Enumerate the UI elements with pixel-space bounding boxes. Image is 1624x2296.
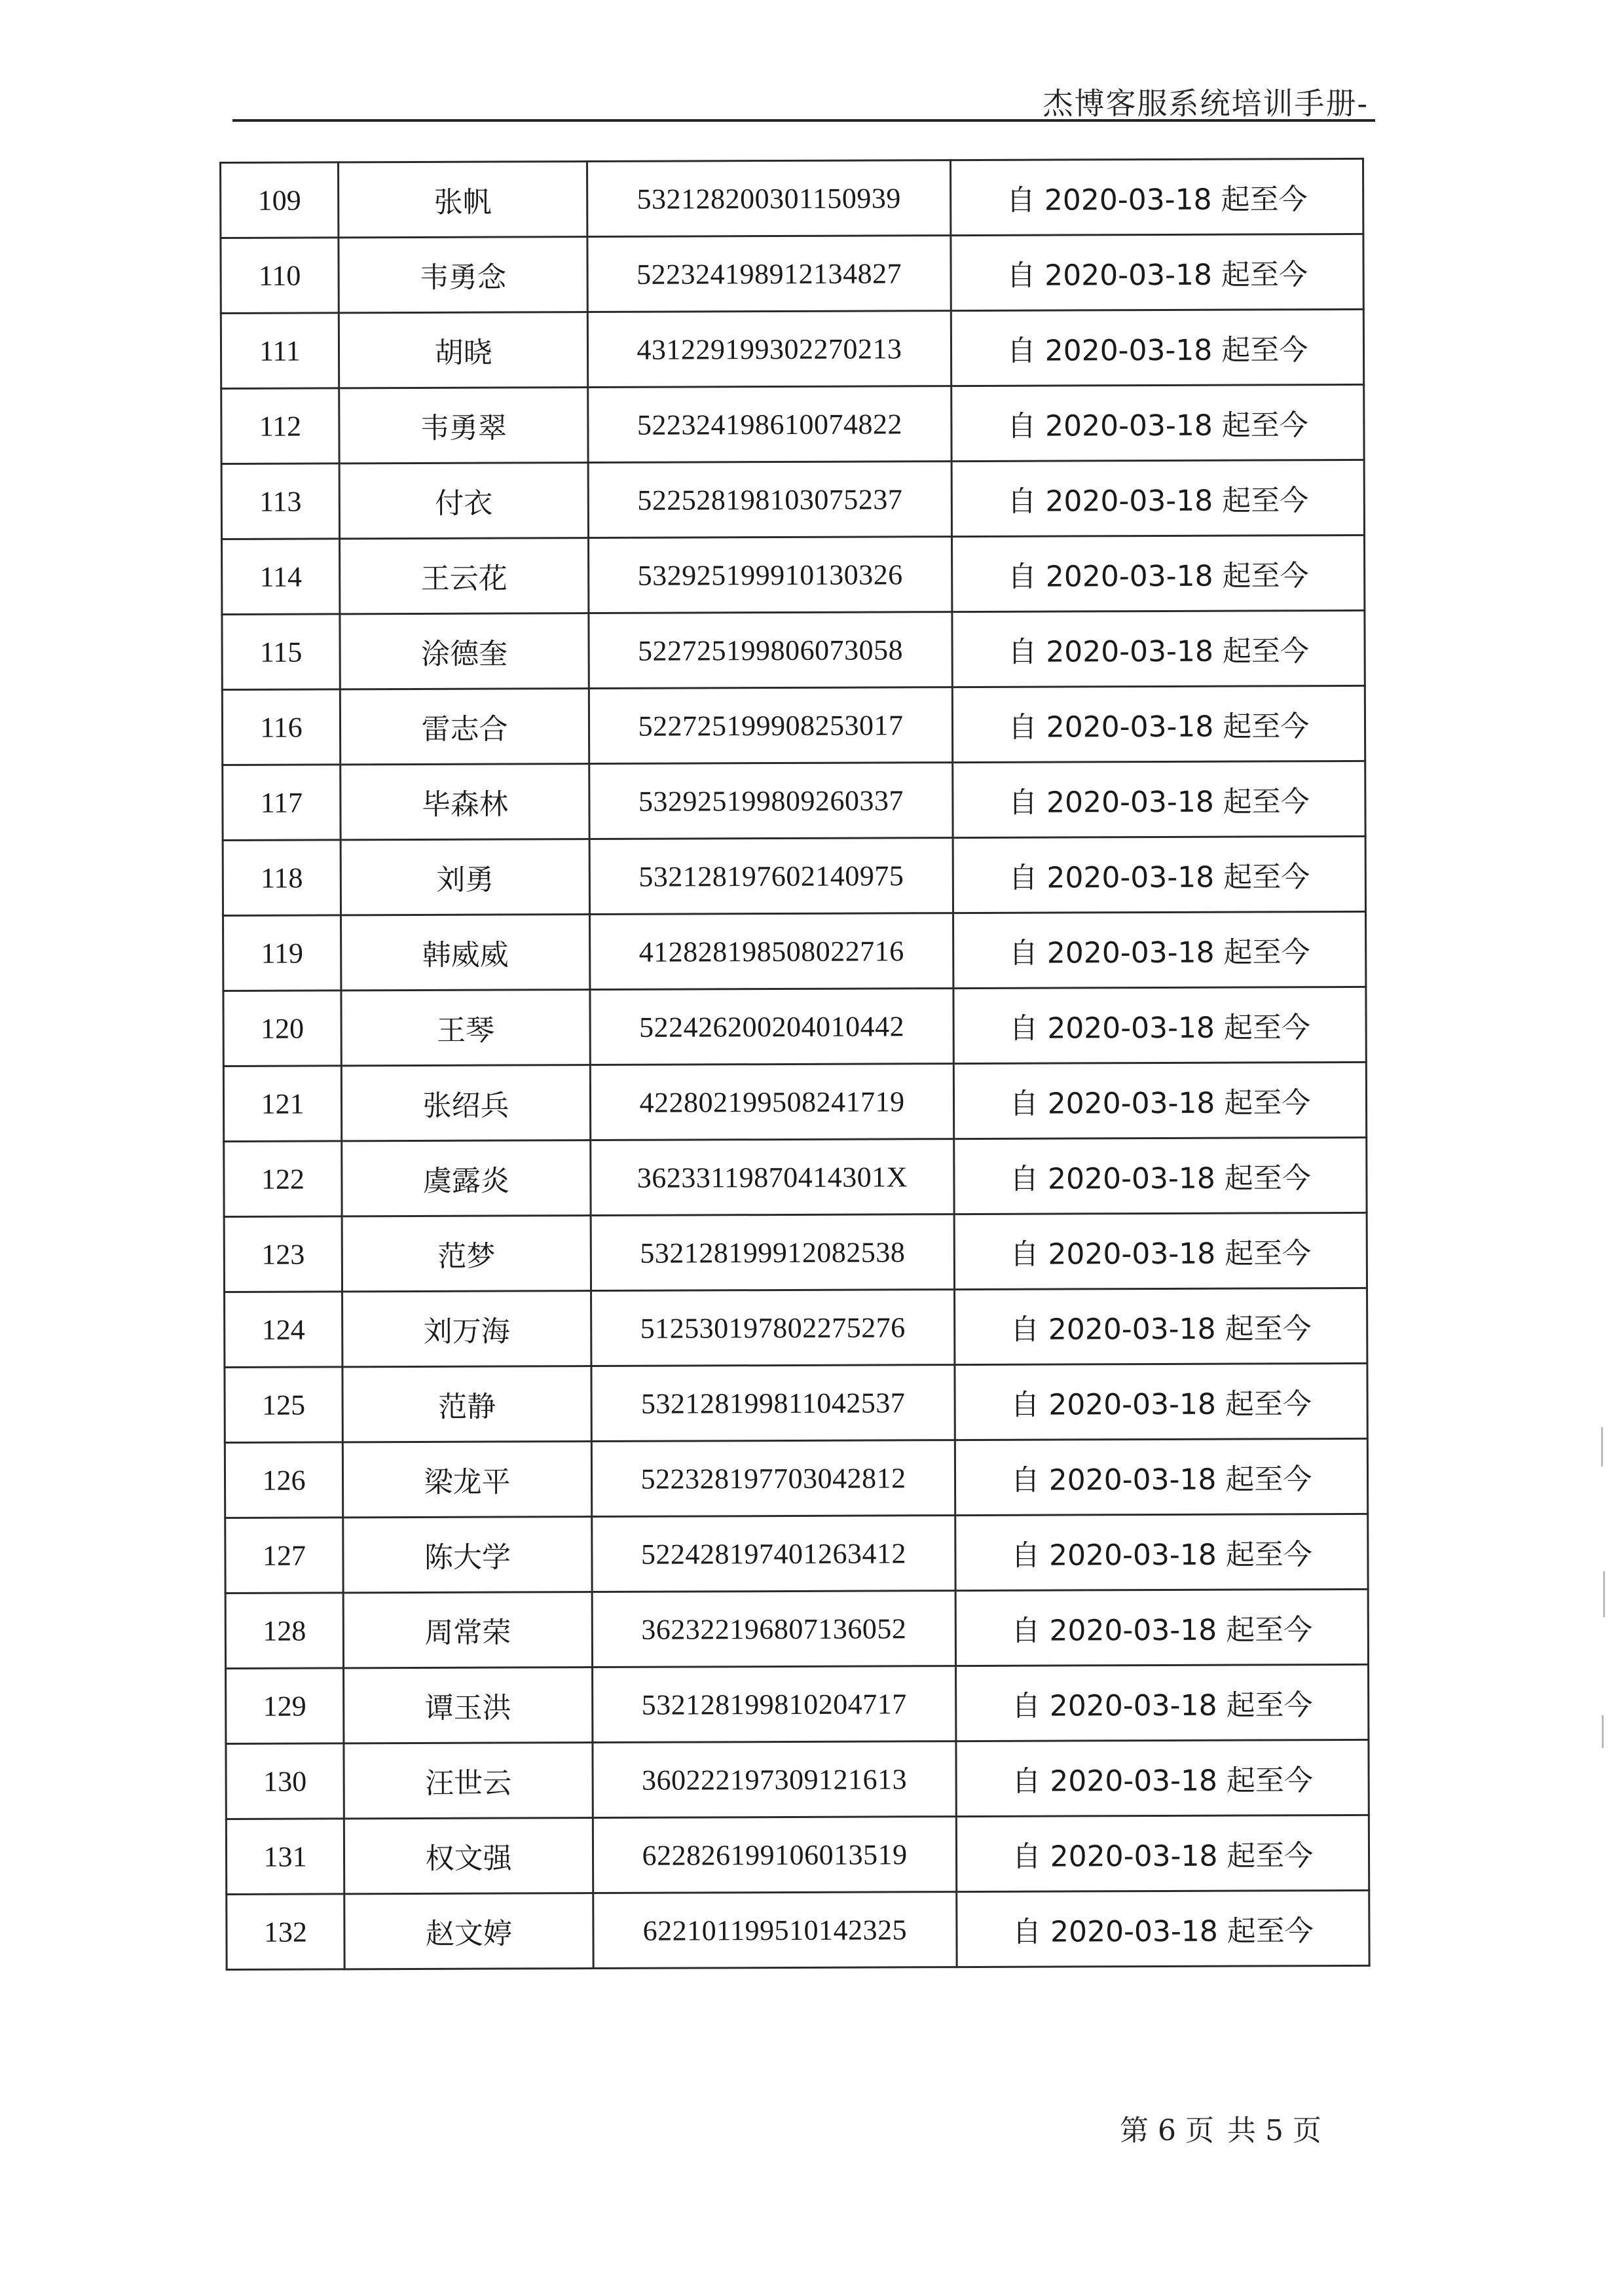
service-period: 自 2020-03-18 起至今 (951, 384, 1364, 461)
service-period: 自 2020-03-18 起至今 (953, 761, 1365, 837)
id-number: 522428197401263412 (592, 1516, 955, 1592)
id-number: 522324198912134827 (587, 236, 951, 312)
id-number: 532128197602140975 (589, 838, 953, 915)
service-period: 自 2020-03-18 起至今 (957, 1890, 1369, 1967)
table-row (223, 761, 1365, 840)
id-number: 532128199811042537 (591, 1365, 955, 1442)
table-row (221, 460, 1364, 539)
service-period: 自 2020-03-18 起至今 (955, 1438, 1367, 1515)
service-period: 自 2020-03-18 起至今 (951, 234, 1363, 310)
service-period: 自 2020-03-18 起至今 (953, 987, 1366, 1063)
table-row (222, 685, 1365, 765)
header-title: 杰博客服系统培训手册- (1043, 86, 1369, 121)
id-number: 622826199106013519 (593, 1817, 956, 1893)
person-name: 王琴 (341, 990, 590, 1066)
person-name: 汪世云 (344, 1743, 593, 1819)
id-number: 422802199508241719 (590, 1064, 953, 1140)
person-name: 虞露炎 (342, 1140, 591, 1216)
id-number: 532128200301150939 (587, 160, 951, 237)
service-period: 自 2020-03-18 起至今 (953, 836, 1365, 913)
id-number: 532128199912082538 (591, 1214, 954, 1291)
row-number: 121 (223, 1066, 341, 1142)
record-table (219, 158, 1371, 1971)
service-period: 自 2020-03-18 起至今 (951, 309, 1363, 386)
row-number: 110 (221, 238, 339, 314)
row-number: 122 (224, 1141, 342, 1217)
row-number: 124 (225, 1292, 342, 1368)
row-number: 111 (221, 313, 339, 389)
person-name: 赵文婷 (344, 1893, 593, 1969)
row-number: 112 (221, 388, 339, 464)
service-period: 自 2020-03-18 起至今 (952, 685, 1365, 762)
id-number: 532925199809260337 (589, 763, 953, 839)
table-row (226, 1815, 1369, 1894)
table-row (225, 1589, 1368, 1668)
person-name: 范静 (342, 1366, 591, 1442)
table-row (221, 234, 1363, 313)
person-name: 梁龙平 (342, 1442, 591, 1518)
service-period: 自 2020-03-18 起至今 (954, 1137, 1367, 1214)
service-period: 自 2020-03-18 起至今 (952, 610, 1365, 687)
row-number: 113 (221, 464, 339, 539)
row-number: 129 (226, 1668, 344, 1744)
id-number: 522725199806073058 (589, 612, 952, 689)
table-row (225, 1288, 1367, 1367)
table-row (226, 1740, 1369, 1819)
person-name: 刘勇 (341, 839, 589, 915)
table-row (224, 1137, 1367, 1216)
person-name: 张绍兵 (341, 1065, 590, 1141)
person-name: 胡晓 (339, 312, 587, 388)
table-row (223, 836, 1365, 915)
row-number: 109 (221, 162, 339, 238)
id-number: 512530197802275276 (591, 1290, 955, 1366)
person-name: 权文强 (344, 1818, 593, 1894)
table-row (225, 1438, 1367, 1518)
service-period: 自 2020-03-18 起至今 (950, 158, 1363, 235)
page-footer (1120, 2107, 1325, 2149)
page-total: 共 5 页 (1227, 2114, 1321, 2147)
row-number: 132 (227, 1894, 344, 1970)
id-number: 522324198610074822 (588, 386, 951, 463)
scan-edge-mark (1601, 1427, 1603, 1467)
person-name: 王云花 (340, 538, 589, 614)
person-name: 韦勇翠 (339, 388, 588, 464)
person-name: 张帆 (339, 162, 587, 238)
table-row (225, 1514, 1368, 1593)
table-row (224, 1212, 1367, 1292)
scan-edge-mark (1603, 1571, 1605, 1617)
table-row (221, 309, 1363, 388)
row-number: 130 (226, 1743, 344, 1819)
id-number: 522725199908253017 (589, 687, 952, 764)
service-period: 自 2020-03-18 起至今 (953, 1062, 1366, 1139)
person-name: 雷志合 (340, 689, 589, 765)
person-name: 涂德奎 (340, 613, 589, 689)
id-number: 532925199910130326 (589, 537, 952, 613)
row-number: 125 (225, 1367, 342, 1443)
row-number: 117 (223, 765, 341, 841)
person-name: 付衣 (339, 463, 588, 539)
table-row (223, 987, 1366, 1066)
row-number: 123 (224, 1216, 342, 1292)
id-number: 36233119870414301X (591, 1139, 954, 1216)
person-name: 谭玉洪 (344, 1667, 593, 1743)
person-name: 韩威威 (341, 915, 590, 991)
row-number: 118 (223, 840, 341, 916)
row-number: 120 (223, 991, 341, 1066)
service-period: 自 2020-03-18 起至今 (955, 1363, 1367, 1440)
id-number: 412828198508022716 (590, 913, 953, 990)
person-name: 周常荣 (343, 1592, 592, 1668)
id-number: 362322196807136052 (592, 1591, 955, 1667)
table-row (223, 1062, 1366, 1141)
id-number: 360222197309121613 (593, 1741, 956, 1818)
page-number: 第 6 页 (1120, 2114, 1214, 2147)
table-row (221, 158, 1363, 238)
id-number: 522528198103075237 (588, 462, 951, 538)
row-number: 119 (223, 915, 341, 991)
table-row (227, 1890, 1369, 1969)
id-number: 522328197703042812 (591, 1440, 955, 1517)
scan-edge-mark (1602, 1715, 1604, 1748)
person-name: 毕森林 (341, 764, 589, 840)
row-number: 114 (222, 539, 340, 615)
service-period: 自 2020-03-18 起至今 (952, 535, 1365, 611)
table-row (222, 535, 1365, 614)
table-row (225, 1363, 1367, 1442)
service-period: 自 2020-03-18 起至今 (956, 1664, 1369, 1741)
service-period: 自 2020-03-18 起至今 (955, 1514, 1368, 1590)
person-name: 刘万海 (342, 1291, 591, 1367)
id-number: 431229199302270213 (587, 311, 951, 388)
table-row (222, 610, 1365, 689)
table-row (223, 911, 1366, 991)
row-number: 116 (222, 689, 340, 765)
row-number: 127 (225, 1518, 343, 1594)
table-row (221, 384, 1364, 464)
row-number: 128 (225, 1593, 343, 1669)
person-name: 范梦 (342, 1216, 591, 1292)
row-number: 126 (225, 1442, 342, 1518)
id-number: 622101199510142325 (593, 1892, 957, 1969)
person-name: 韦勇念 (339, 237, 587, 313)
service-period: 自 2020-03-18 起至今 (956, 1815, 1369, 1891)
service-period: 自 2020-03-18 起至今 (955, 1589, 1368, 1666)
service-period: 自 2020-03-18 起至今 (953, 911, 1366, 988)
row-number: 131 (226, 1819, 344, 1895)
service-period: 自 2020-03-18 起至今 (956, 1740, 1369, 1816)
header-rule (232, 119, 1375, 122)
id-number: 532128199810204717 (593, 1666, 956, 1743)
id-number: 522426200204010442 (590, 989, 953, 1065)
person-name: 陈大学 (343, 1517, 592, 1593)
service-period: 自 2020-03-18 起至今 (954, 1212, 1367, 1289)
row-number: 115 (222, 614, 340, 690)
table-row (226, 1664, 1369, 1743)
service-period: 自 2020-03-18 起至今 (951, 460, 1364, 536)
service-period: 自 2020-03-18 起至今 (955, 1288, 1367, 1364)
